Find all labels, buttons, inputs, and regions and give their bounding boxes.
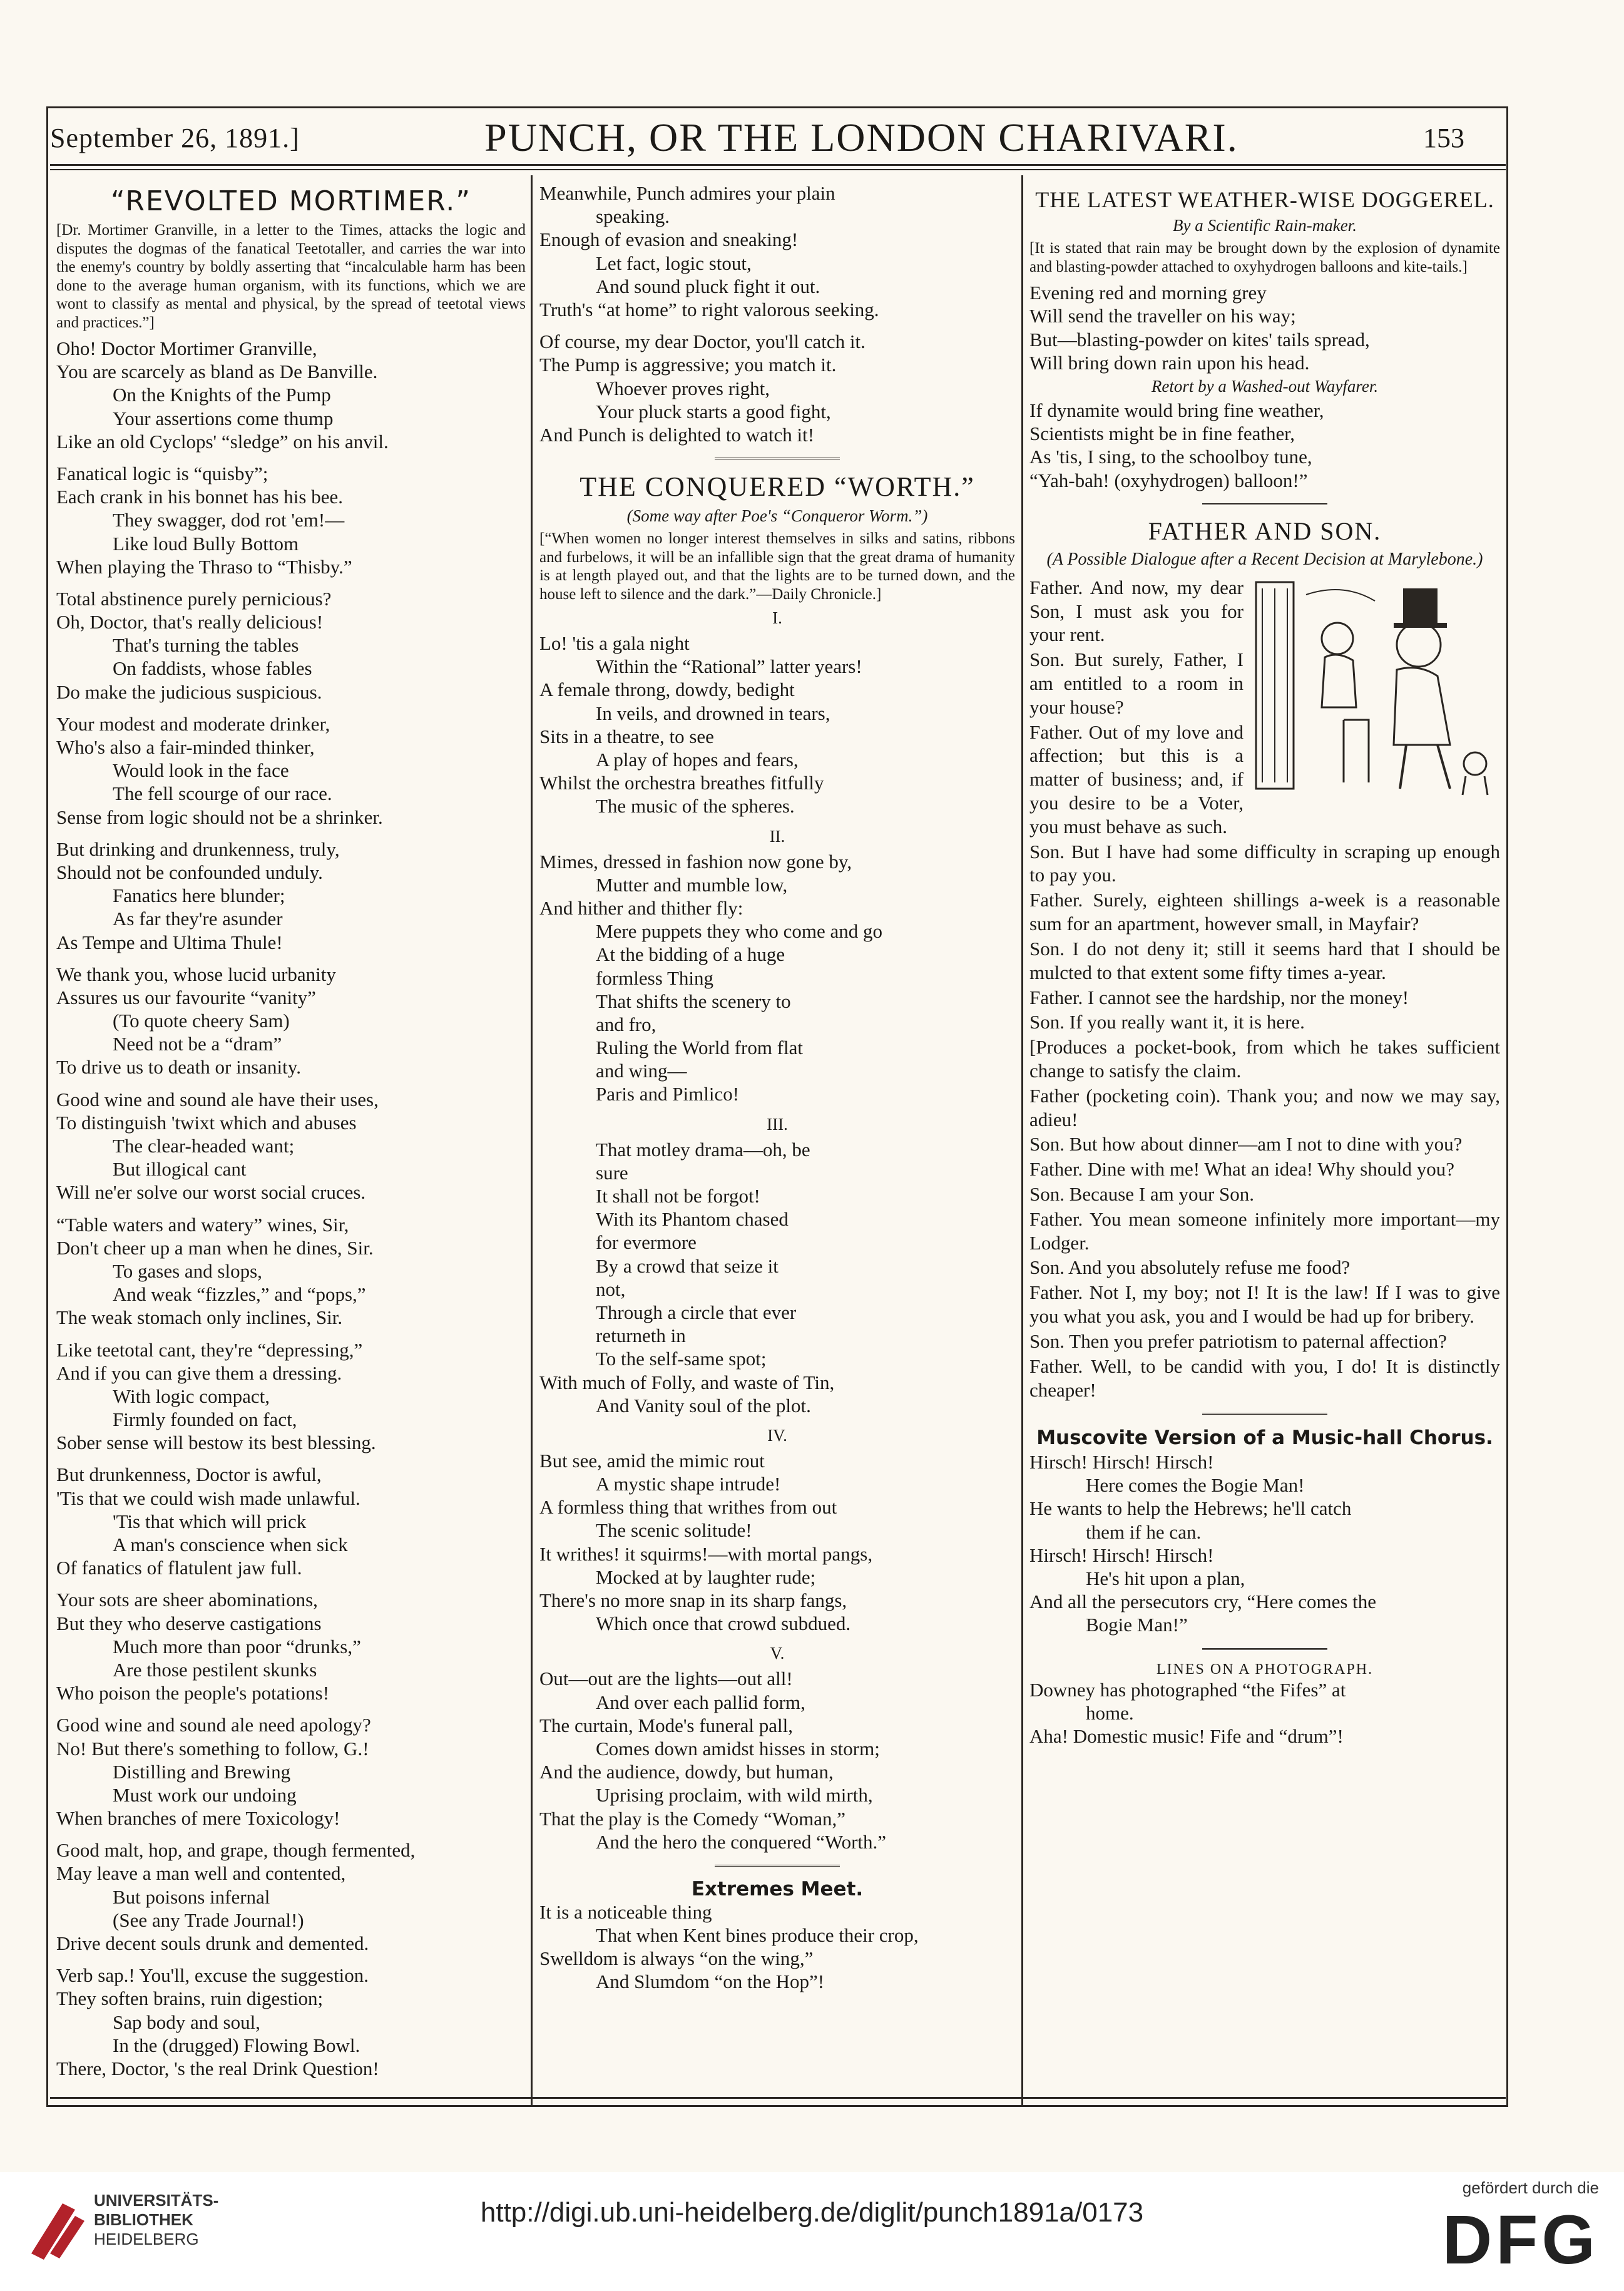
verse-line: The music of the spheres. bbox=[596, 795, 795, 817]
muscovite-title: Muscovite Version of a Music-hall Chorus. bbox=[1036, 1427, 1493, 1450]
stanza bbox=[56, 1588, 526, 1704]
stanza bbox=[56, 1213, 526, 1330]
verse-line: Sits in a theatre, to see bbox=[539, 725, 714, 747]
stanza bbox=[56, 337, 526, 453]
section-number: II. bbox=[769, 826, 785, 846]
verse-line: And over each pallid form, bbox=[596, 1691, 805, 1713]
verse-line: But—blasting-powder on kites' tails spread, bbox=[1029, 328, 1370, 351]
verse-line: Downey has photographed “the Fifes” at bbox=[1029, 1678, 1346, 1701]
article-subtitle: (Some way after Poe's “Conqueror Worm.”) bbox=[626, 506, 928, 526]
verse-line: As 'tis, I sing, to the schoolboy tune, bbox=[1029, 446, 1312, 468]
dialogue-line: Son. And you absolutely refuse me food? bbox=[1029, 1256, 1351, 1279]
issue-date: September 26, 1891.] bbox=[50, 122, 300, 153]
verse-line: To gases and slops, bbox=[113, 1259, 262, 1282]
dialogue-line: Son. I do not deny it; still it seems hard that I should be mulcted to that extent some fifty times a-year. bbox=[1029, 937, 1500, 983]
dialogue-line: Father. Not I, my boy; not I! It is the law! If I was to give you what you ask, you and I would be had up for bribery. bbox=[1029, 1281, 1500, 1328]
verse-line: Comes down amidst hisses in storm; bbox=[596, 1737, 880, 1760]
stanza bbox=[539, 182, 1015, 321]
verse-line: The fell scourge of our race. bbox=[113, 782, 332, 805]
stanza bbox=[56, 838, 526, 954]
verse-line: Your sots are sheer abominations, bbox=[56, 1589, 318, 1611]
verse-line: It is a noticeable thing bbox=[539, 1900, 712, 1923]
verse-line: And the audience, dowdy, but human, bbox=[539, 1761, 834, 1783]
dialogue-line: Son. But how about dinner—am I not to dine with you? bbox=[1029, 1133, 1463, 1156]
stanza bbox=[56, 963, 526, 1079]
verse-line: You are scarcely as bland as De Banville. bbox=[56, 361, 378, 383]
weather-title: THE LATEST WEATHER-WISE DOGGEREL. bbox=[1035, 187, 1494, 212]
verse-line: The scenic solitude! bbox=[596, 1519, 752, 1542]
dialogue-line: Father. Out of my love and affection; but this is a matter of business; and, if you desire to be a Voter, you must behave as such. bbox=[1029, 720, 1244, 838]
photo-title: LINES ON A PHOTOGRAPH. bbox=[1156, 1661, 1374, 1678]
verse-line: them if he can. bbox=[1086, 1520, 1202, 1543]
verse-line: (See any Trade Journal!) bbox=[113, 1909, 304, 1931]
verse-line: Distilling and Brewing bbox=[113, 1760, 291, 1783]
section-number: IV. bbox=[767, 1425, 787, 1445]
photo-verse bbox=[1029, 1678, 1500, 1748]
verse-line: Let fact, logic stout, bbox=[596, 252, 752, 274]
verse-line: As far they're asunder bbox=[113, 908, 283, 930]
article-note: [“When women no longer interest themselves in silks and satins, ribbons and furbelows, it will be an infallible sign that the great drama of humanity is at length played out, and that the lights are to be turned down, and the house left to silence and the dark.”—Daily Chronicle.] bbox=[539, 530, 1015, 603]
digitization-footer bbox=[0, 2172, 1624, 2291]
verse-line: Your assertions come thump bbox=[113, 407, 334, 429]
verse-line: By a crowd that seize it bbox=[596, 1254, 779, 1277]
father-dialogue bbox=[1029, 576, 1500, 1402]
dialogue-line: Son. But I have had some difficulty in scraping up enough to pay you. bbox=[1029, 840, 1500, 886]
verse-line: No! But there's something to follow, G.! bbox=[56, 1737, 369, 1760]
verse-line: As Tempe and Ultima Thule! bbox=[56, 931, 283, 953]
verse-line: But poisons infernal bbox=[113, 1885, 270, 1908]
verse-line: Firmly founded on fact, bbox=[113, 1408, 297, 1431]
verse-line: And sound pluck fight it out. bbox=[596, 275, 820, 297]
verse-line: Bogie Man!” bbox=[1086, 1614, 1188, 1636]
verse-line: Good wine and sound ale need apology? bbox=[56, 1714, 371, 1736]
verse-line: When branches of mere Toxicology! bbox=[56, 1807, 340, 1830]
weather-note: [It is stated that rain may be brought down by the explosion of dynamite and blasting-powder attached to oxyhydrogen balloons and kite-tails.] bbox=[1029, 240, 1500, 275]
verse-line: And hither and thither fly: bbox=[539, 896, 743, 919]
verse-line: Enough of evasion and sneaking! bbox=[539, 228, 799, 251]
verse-line: The weak stomach only inclines, Sir. bbox=[56, 1306, 343, 1329]
verse-line: In the (drugged) Flowing Bowl. bbox=[113, 2034, 360, 2056]
column-conquered-worth bbox=[539, 182, 1015, 2103]
verse-line: sure bbox=[596, 1161, 628, 1184]
verse-line: And Slumdom “on the Hop”! bbox=[596, 1971, 825, 1993]
column-divider-1 bbox=[531, 175, 533, 2106]
stanza bbox=[56, 1713, 526, 1830]
weather-byline: By a Scientific Rain-maker. bbox=[1173, 216, 1357, 235]
verse-line: 'Tis that which will prick bbox=[113, 1510, 307, 1532]
dialogue-line: Son. If you really want it, it is here. bbox=[1029, 1011, 1305, 1033]
muscovite-verse bbox=[1029, 1450, 1500, 1637]
dialogue-line: Son. Then you prefer patriotism to paternal affection? bbox=[1029, 1330, 1447, 1352]
verse-line: Oh, Doctor, that's really delicious! bbox=[56, 611, 324, 633]
dialogue-line: [Produces a pocket-book, from which he takes sufficient change to satisfy the claim. bbox=[1029, 1036, 1500, 1082]
verse-line: And if you can give them a dressing. bbox=[56, 1361, 342, 1384]
verse-line: not, bbox=[596, 1278, 626, 1300]
verse-line: May leave a man well and contented, bbox=[56, 1862, 346, 1885]
verse-line: Don't cheer up a man when he dines, Sir. bbox=[56, 1236, 374, 1259]
verse-line: Hirsch! Hirsch! Hirsch! bbox=[1029, 1451, 1214, 1474]
poem-body bbox=[56, 337, 526, 2080]
masthead: PUNCH, OR THE LONDON CHARIVARI. bbox=[484, 115, 1238, 160]
verse-line: Swelldom is always “on the wing,” bbox=[539, 1947, 814, 1970]
poem-continuation bbox=[539, 182, 1015, 446]
verse-line: Would look in the face bbox=[113, 759, 289, 782]
verse-line: Here comes the Bogie Man! bbox=[1086, 1474, 1305, 1497]
verse-line: Meanwhile, Punch admires your plain bbox=[539, 182, 835, 204]
verse-line: Mutter and mumble low, bbox=[596, 873, 788, 896]
verse-line: 'Tis that we could wish made unlawful. bbox=[56, 1487, 360, 1509]
verse-line: Paris and Pimlico! bbox=[596, 1083, 740, 1105]
column-weather-father bbox=[1029, 182, 1500, 2103]
verse-line: And Punch is delighted to watch it! bbox=[539, 423, 815, 446]
dialogue-line: Father. And now, my dear Son, I must ask you for your rent. bbox=[1029, 576, 1244, 646]
verse-line: Will ne'er solve our worst social cruces. bbox=[56, 1181, 366, 1204]
verse-line: It shall not be forgot! bbox=[596, 1185, 760, 1207]
verse-line: Will send the traveller on his way; bbox=[1029, 305, 1296, 327]
verse-line: Scientists might be in fine feather, bbox=[1029, 423, 1295, 445]
verse-line: A mystic shape intrude! bbox=[596, 1473, 781, 1495]
stanza bbox=[56, 462, 526, 578]
verse-line: With much of Folly, and waste of Tin, bbox=[539, 1371, 835, 1393]
verse-line: Within the “Rational” latter years! bbox=[596, 655, 862, 678]
verse-line: Fanatics here blunder; bbox=[113, 884, 285, 907]
verse-line: returneth in bbox=[596, 1325, 686, 1347]
verse-line: and fro, bbox=[596, 1013, 656, 1035]
verse-line: That motley drama—oh, be bbox=[596, 1138, 810, 1161]
verse-line: Mocked at by laughter rude; bbox=[596, 1566, 816, 1588]
verse-line: The curtain, Mode's funeral pall, bbox=[539, 1714, 793, 1736]
section-divider bbox=[1202, 503, 1327, 505]
verse-line: Aha! Domestic music! Fife and “drum”! bbox=[1029, 1725, 1344, 1747]
stanza bbox=[56, 1838, 526, 1955]
verse-line: The Pump is aggressive; you match it. bbox=[539, 354, 837, 376]
verse-line: In veils, and drowned in tears, bbox=[596, 702, 830, 724]
verse-line: Mere puppets they who come and go bbox=[596, 920, 882, 943]
verse-line: With logic compact, bbox=[113, 1385, 270, 1407]
weather-verse bbox=[1029, 281, 1500, 374]
verse-line: Evening red and morning grey bbox=[1029, 282, 1267, 304]
verse-line: “Table waters and watery” wines, Sir, bbox=[56, 1213, 349, 1236]
verse-line: “Yah-bah! (oxyhydrogen) balloon!” bbox=[1029, 469, 1308, 491]
page-header bbox=[50, 116, 1489, 160]
verse-line: The clear-headed want; bbox=[113, 1135, 295, 1157]
verse-line: With its Phantom chased bbox=[596, 1208, 789, 1231]
verse-line: Should not be confounded unduly. bbox=[56, 861, 323, 883]
verse-line: Assures us our favourite “vanity” bbox=[56, 986, 316, 1008]
section-number: I. bbox=[772, 608, 782, 628]
dialogue-line: Father. I cannot see the hardship, nor the money! bbox=[1029, 986, 1409, 1008]
verse-line: Mimes, dressed in fashion now gone by, bbox=[539, 850, 852, 873]
verse-line: But drinking and drunkenness, truly, bbox=[56, 838, 340, 860]
bottom-rule bbox=[50, 2097, 1506, 2099]
dialogue-line: Son. Because I am your Son. bbox=[1029, 1183, 1255, 1205]
verse-line: Uprising proclaim, with wild mirth, bbox=[596, 1784, 873, 1807]
verse-line: Sober sense will bestow its best blessing. bbox=[56, 1432, 376, 1454]
stanza bbox=[539, 330, 1015, 446]
verse-line: Your pluck starts a good fight, bbox=[596, 400, 831, 423]
verse-line: Good malt, hop, and grape, though fermented, bbox=[56, 1839, 416, 1862]
stanza bbox=[56, 587, 526, 704]
verse-line: A female throng, dowdy, bedight bbox=[539, 679, 795, 701]
dialogue-line: Father (pocketing coin). Thank you; and now we may say, adieu! bbox=[1029, 1084, 1500, 1130]
verse-line: And all the persecutors cry, “Here comes the bbox=[1029, 1591, 1377, 1613]
verse-line: Ruling the World from flat bbox=[596, 1037, 803, 1059]
verse-line: Sap body and soul, bbox=[113, 2011, 260, 2033]
verse-line: And the hero the conquered “Worth.” bbox=[596, 1830, 887, 1853]
verse-line: To the self-same spot; bbox=[596, 1348, 767, 1370]
father-subtitle: (A Possible Dialogue after a Recent Decision at Marylebone.) bbox=[1046, 549, 1483, 569]
verse-line: Of fanatics of flatulent jaw full. bbox=[56, 1557, 302, 1579]
verse-line: A formless thing that writhes from out bbox=[539, 1496, 837, 1519]
extremes-title: Extremes Meet. bbox=[691, 1877, 864, 1900]
verse-line: Like an old Cyclops' “sledge” on his anvil. bbox=[56, 430, 389, 453]
verse-line: Like teetotal cant, they're “depressing,” bbox=[56, 1338, 363, 1361]
verse-line: Hirsch! Hirsch! Hirsch! bbox=[1029, 1544, 1214, 1566]
verse-line: Drive decent souls drunk and demented. bbox=[56, 1932, 369, 1954]
verse-line: Whoever proves right, bbox=[596, 377, 770, 399]
poem-section bbox=[539, 1449, 1015, 1636]
verse-line: But illogical cant bbox=[113, 1158, 247, 1181]
section-divider bbox=[715, 458, 840, 459]
verse-line: But they who deserve castigations bbox=[56, 1612, 322, 1634]
verse-line: But see, amid the mimic rout bbox=[539, 1449, 765, 1472]
verse-line: He wants to help the Hebrews; he'll catch bbox=[1029, 1497, 1352, 1520]
verse-line: Who poison the people's potations! bbox=[56, 1682, 330, 1704]
verse-line: Will bring down rain upon his head. bbox=[1029, 351, 1310, 374]
article-title: “REVOLTED MORTIMER.” bbox=[110, 185, 472, 217]
verse-line: Like loud Bully Bottom bbox=[113, 532, 299, 555]
section-number: III. bbox=[767, 1114, 788, 1134]
verse-line: Must work our undoing bbox=[113, 1783, 297, 1806]
verse-line: Much more than poor “drunks,” bbox=[113, 1635, 361, 1658]
section-number: V. bbox=[770, 1644, 785, 1663]
verse-line: and wing— bbox=[596, 1060, 687, 1082]
verse-line: Who's also a fair-minded thinker, bbox=[56, 736, 315, 758]
verse-line: Truth's “at home” to right valorous seeking. bbox=[539, 298, 879, 320]
stanza bbox=[56, 1338, 526, 1455]
verse-line: Need not be a “dram” bbox=[113, 1033, 282, 1055]
dialogue-line: Father. You mean someone infinitely more important—my Lodger. bbox=[1029, 1207, 1500, 1254]
verse-line: formless Thing bbox=[596, 966, 713, 989]
article-note: [Dr. Mortimer Granville, in a letter to the Times, attacks the logic and disputes the dogmas of the fanatical Teetotaller, and carries the war into the enemy's country by boldly asserting that “incalculable harm has been done to the average human organism, with its functions, which we are wont to classify as mental and physical, by the spread of teetotal views and practices.”] bbox=[56, 222, 526, 331]
verse-line: Lo! 'tis a gala night bbox=[539, 632, 690, 655]
verse-line: home. bbox=[1086, 1701, 1134, 1724]
verse-line: That's turning the tables bbox=[113, 634, 299, 657]
verse-line: But drunkenness, Doctor is awful, bbox=[56, 1463, 322, 1486]
verse-line: And weak “fizzles,” and “pops,” bbox=[113, 1283, 366, 1306]
article-title: THE CONQUERED “WORTH.” bbox=[580, 471, 975, 503]
stanza bbox=[56, 1463, 526, 1579]
verse-line: Oho! Doctor Mortimer Granville, bbox=[56, 337, 317, 359]
sponsor-label: gefördert durch die bbox=[1462, 2178, 1599, 2197]
column-divider-2 bbox=[1021, 175, 1023, 2106]
verse-line: Fanatical logic is “quisby”; bbox=[56, 462, 268, 484]
verse-line: A man's conscience when sick bbox=[113, 1534, 348, 1556]
verse-line: (To quote cheery Sam) bbox=[113, 1010, 290, 1032]
verse-line: for evermore bbox=[596, 1231, 697, 1254]
verse-line: Of course, my dear Doctor, you'll catch it. bbox=[539, 331, 866, 353]
verse-line: He's hit upon a plan, bbox=[1086, 1567, 1245, 1589]
institution-name: UNIVERSITÄTS- BIBLIOTHEK HEIDELBERG bbox=[94, 2191, 219, 2249]
stanza bbox=[56, 712, 526, 829]
verse-line: It writhes! it squirms!—with mortal pangs, bbox=[539, 1542, 873, 1565]
stanza bbox=[56, 1088, 526, 1204]
verse-line: Sense from logic should not be a shrinker. bbox=[56, 806, 383, 828]
poem-section bbox=[539, 1667, 1015, 1853]
header-rule bbox=[50, 164, 1506, 166]
verse-line: Out—out are the lights—out all! bbox=[539, 1668, 793, 1690]
verse-line: On faddists, whose fables bbox=[113, 657, 312, 680]
section-divider bbox=[1202, 1648, 1327, 1650]
poem-section bbox=[539, 850, 1015, 1106]
extremes-verse bbox=[539, 1900, 1015, 1994]
verse-line: Each crank in his bonnet has his bee. bbox=[56, 486, 343, 508]
verse-line: Whilst the orchestra breathes fitfully bbox=[539, 772, 824, 794]
verse-line: Your modest and moderate drinker, bbox=[56, 712, 330, 735]
verse-line: speaking. bbox=[596, 205, 670, 228]
poem-section bbox=[539, 1138, 1015, 1417]
verse-line: Total abstinence purely pernicious? bbox=[56, 587, 332, 610]
verse-line: We thank you, whose lucid urbanity bbox=[56, 963, 336, 985]
verse-line: There's no more snap in its sharp fangs, bbox=[539, 1589, 847, 1611]
verse-line: When playing the Thraso to “Thisby.” bbox=[56, 555, 352, 578]
verse-line: Which once that crowd subdued. bbox=[596, 1612, 851, 1635]
retort-verse bbox=[1029, 399, 1500, 492]
dialogue-line: Son. But surely, Father, I am entitled to a room in your house? bbox=[1029, 648, 1244, 718]
verse-line: On the Knights of the Pump bbox=[113, 384, 331, 406]
verse-line: To drive us to death or insanity. bbox=[56, 1056, 301, 1079]
verse-line: That the play is the Comedy “Woman,” bbox=[539, 1807, 846, 1830]
verse-line: Do make the judicious suspicious. bbox=[56, 680, 322, 703]
verse-line: That shifts the scenery to bbox=[596, 990, 791, 1012]
retort-byline: Retort by a Washed-out Wayfarer. bbox=[1151, 376, 1379, 396]
poem-section bbox=[539, 632, 1015, 818]
stanza bbox=[56, 1964, 526, 2080]
section-divider bbox=[715, 1865, 840, 1867]
column-revolted-mortimer bbox=[56, 182, 526, 2103]
verse-line: Are those pestilent skunks bbox=[113, 1658, 317, 1681]
father-son-illustration bbox=[1250, 576, 1500, 801]
dialogue-line: Father. Dine with me! What an idea! Why should you? bbox=[1029, 1158, 1454, 1181]
sponsor-logo: DFG bbox=[1442, 2201, 1599, 2278]
verse-line: They swagger, dod rot 'em!— bbox=[113, 509, 345, 531]
section-divider bbox=[1202, 1413, 1327, 1415]
verse-line: Good wine and sound ale have their uses, bbox=[56, 1088, 379, 1110]
verse-line: And Vanity soul of the plot. bbox=[596, 1394, 811, 1417]
verse-line: There, Doctor, 's the real Drink Question! bbox=[56, 2057, 379, 2079]
verse-line: To distinguish 'twixt which and abuses bbox=[56, 1111, 357, 1134]
verse-line: At the bidding of a huge bbox=[596, 943, 785, 966]
dialogue-line: Father. Surely, eighteen shillings a-week is a reasonable sum for an apartment, however small, in Mayfair? bbox=[1029, 889, 1500, 935]
verse-line: That when Kent bines produce their crop, bbox=[596, 1924, 919, 1947]
poem-sections bbox=[539, 608, 1015, 1853]
verse-line: They soften brains, ruin digestion; bbox=[56, 1987, 324, 2010]
page-number: 153 bbox=[1423, 122, 1464, 153]
verse-line: Through a circle that ever bbox=[596, 1301, 797, 1323]
header-rule-thin bbox=[50, 169, 1506, 170]
dialogue-line: Father. Well, to be candid with you, I do! It is distinctly cheaper! bbox=[1029, 1355, 1500, 1401]
father-title: FATHER AND SON. bbox=[1148, 516, 1382, 545]
verse-line: A play of hopes and fears, bbox=[596, 749, 799, 771]
verse-line: Verb sap.! You'll, excuse the suggestion. bbox=[56, 1964, 369, 1987]
verse-line: If dynamite would bring fine weather, bbox=[1029, 399, 1324, 421]
permalink-url[interactable]: http://digi.ub.uni-heidelberg.de/diglit/punch1891a/0173 bbox=[480, 2197, 1144, 2228]
